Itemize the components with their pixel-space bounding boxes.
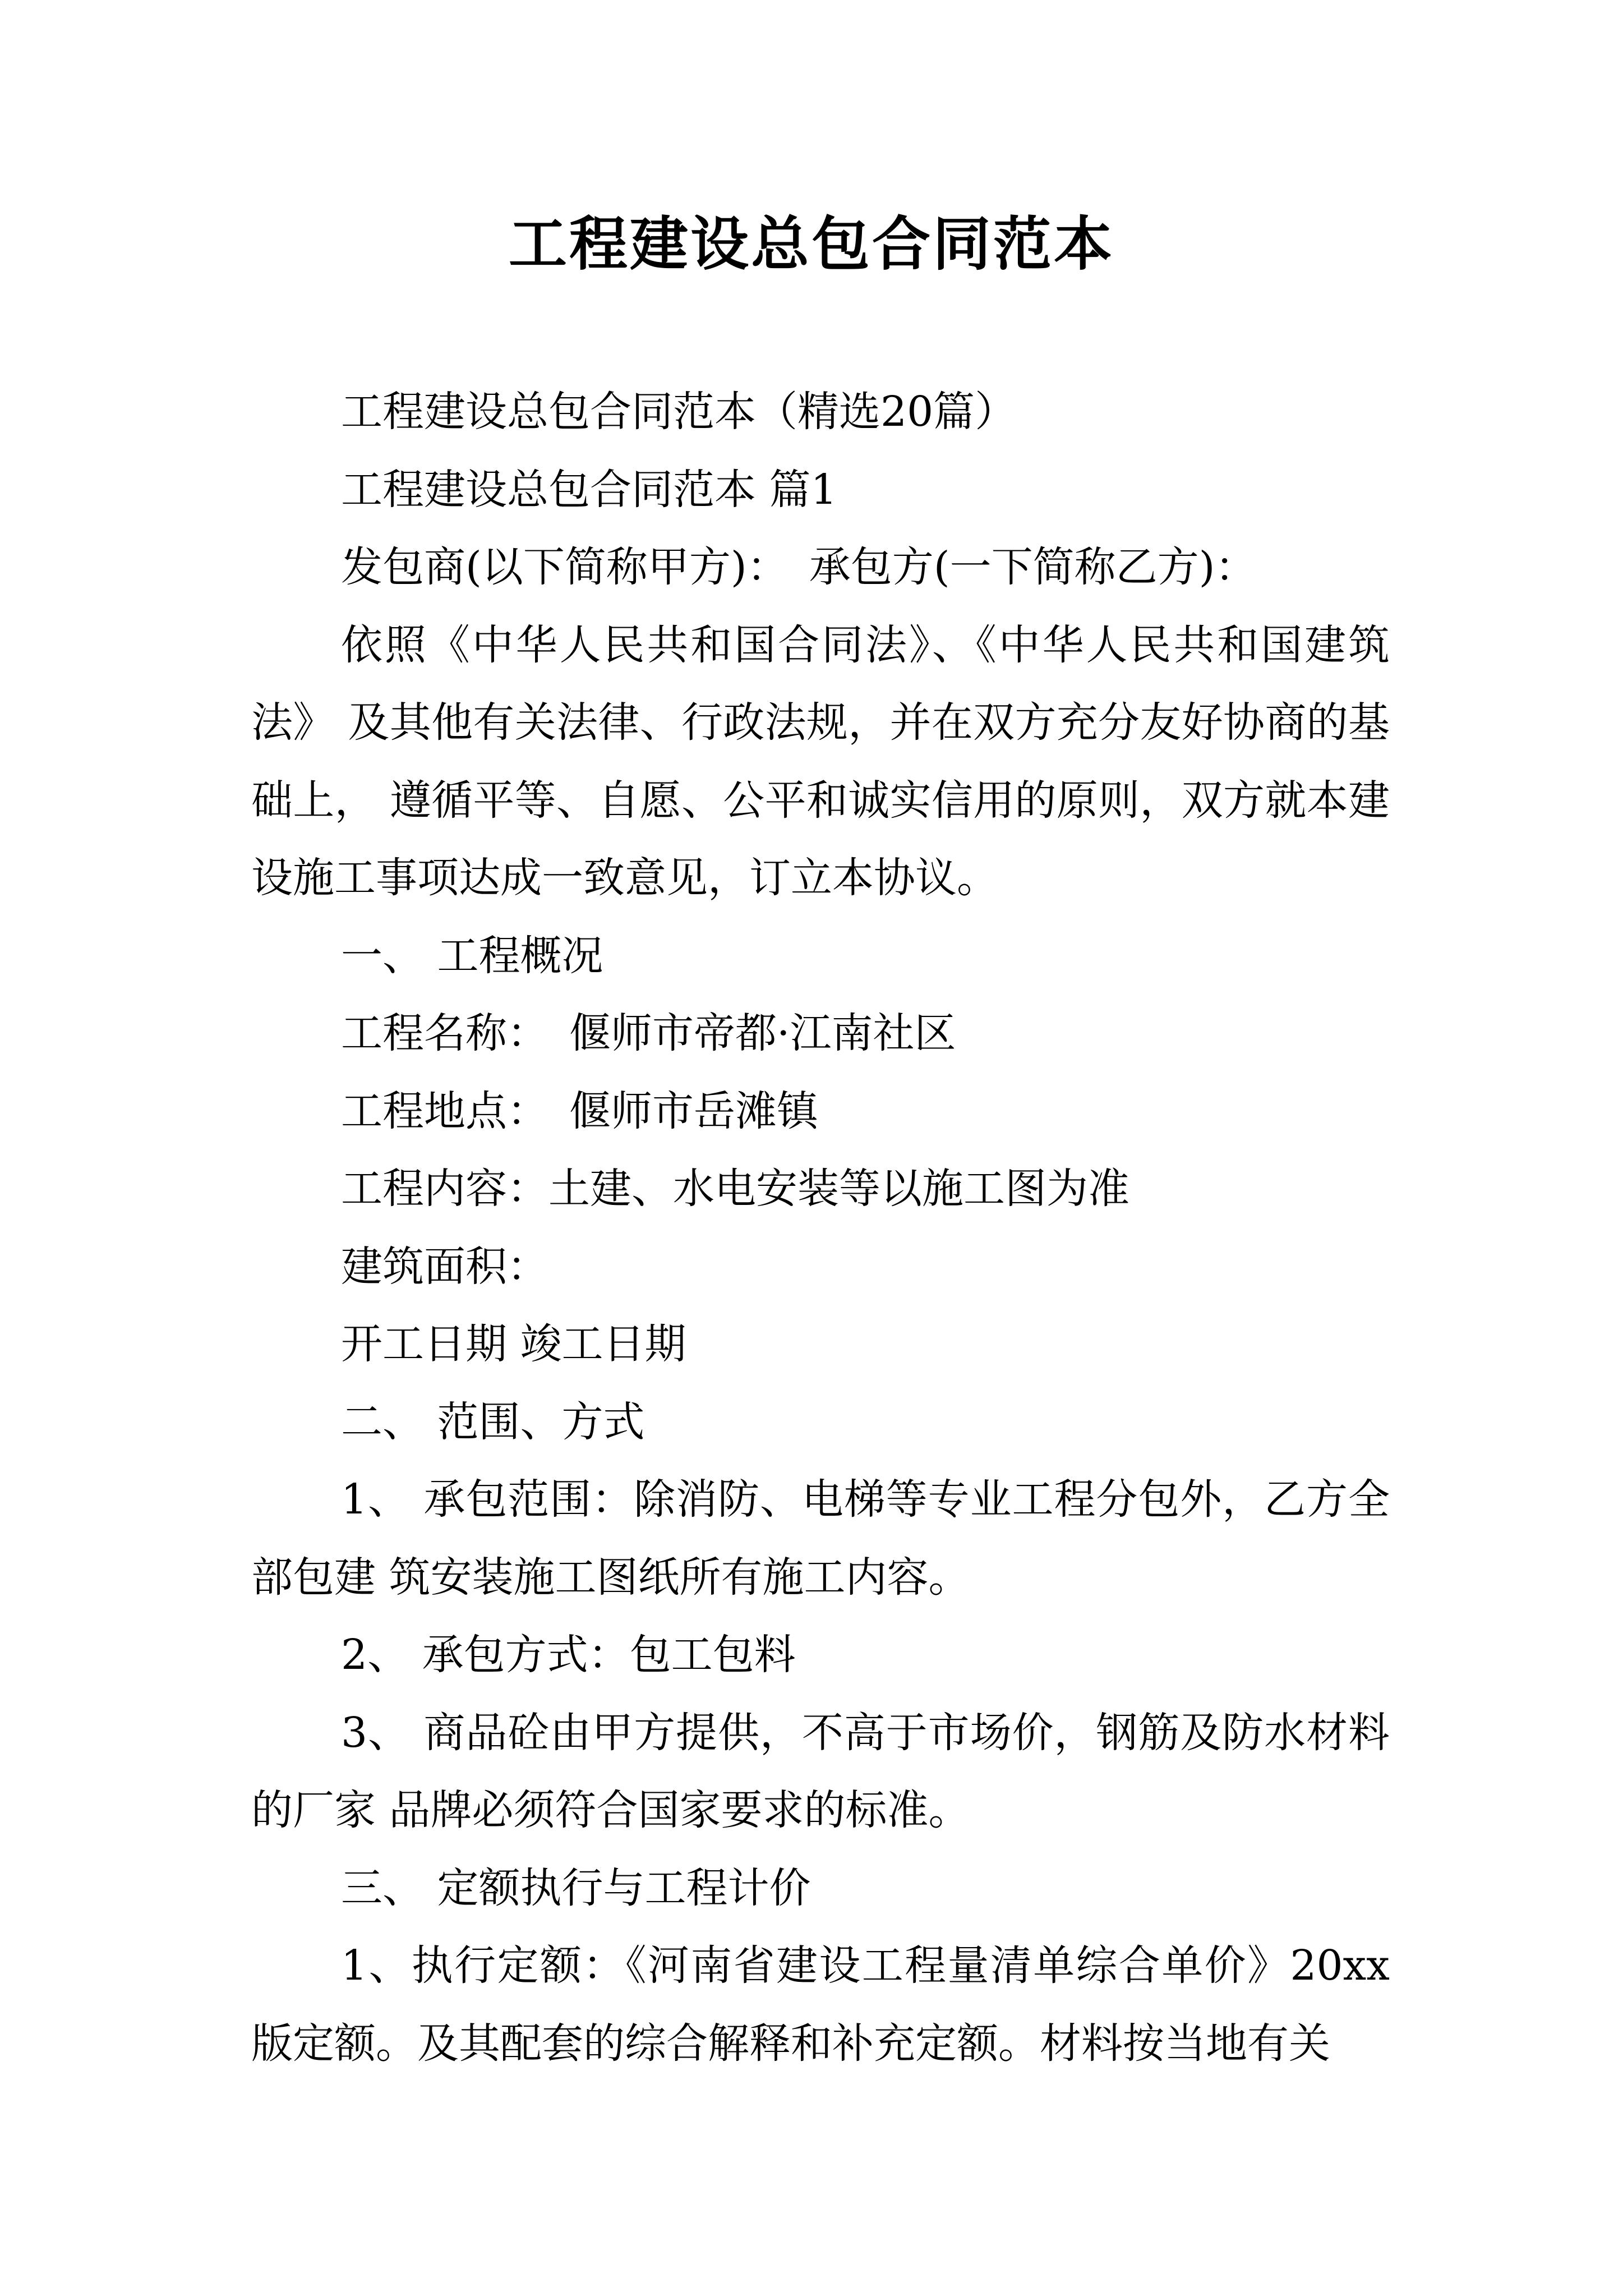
paragraph-method: 2、 承包方式：包工包料: [341, 1631, 796, 1679]
heading-quota-pricing: 三、 定额执行与工程计价: [341, 1864, 811, 1912]
paragraph-quota: 1、执行定额：《河南省建设工程量清单综合单价》20xx版定额。及其配套的综合解释和补充定额。材料按当地有关: [251, 1941, 1390, 2068]
paragraph-materials: 3、 商品砼由甲方提供，不高于市场价，钢筋及防水材料的厂家 品牌必须符合国家要求的标准。: [251, 1708, 1390, 1834]
paragraph-dates: 开工日期 竣工日期: [341, 1320, 686, 1368]
paragraph-project-content: 工程内容：土建、水电安装等以施工图为准: [341, 1165, 1129, 1213]
document-title: 工程建设总包合同范本: [508, 209, 1114, 278]
paragraph-preamble: 依照《中华人民共和国合同法》、《中华人民共和国建筑法》 及其他有关法律、行政法规，并在双方充分友好协商的基础上， 遵循平等、自愿、公平和诚实信用的原则，双方就本建设施工事项达成一致意见，订立本协议。: [251, 620, 1390, 902]
paragraph-scope: 1、 承包范围：除消防、电梯等专业工程分包外，乙方全部包建 筑安装施工图纸所有施工内容。: [251, 1475, 1390, 1602]
heading-scope-method: 二、 范围、方式: [341, 1397, 645, 1446]
paragraph-section-heading: 工程建设总包合同范本 篇1: [341, 465, 837, 514]
paragraph-parties: 发包商(以下简称甲方)： 承包方(一下简称乙方)：: [341, 543, 1257, 591]
heading-project-overview: 一、 工程概况: [341, 931, 603, 980]
document-body: [251, 373, 1390, 2082]
paragraph-project-location: 工程地点： 偃师市岳滩镇: [341, 1087, 818, 1135]
paragraph-subtitle: 工程建设总包合同范本（精选20篇）: [341, 388, 1017, 436]
paragraph-project-name: 工程名称： 偃师市帝都·江南社区: [341, 1009, 956, 1057]
paragraph-building-area: 建筑面积：: [341, 1242, 548, 1291]
